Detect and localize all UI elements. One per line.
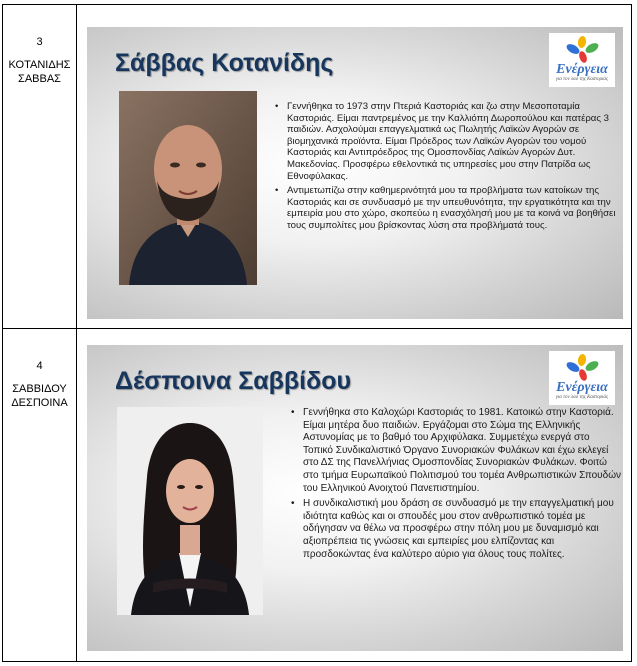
candidate-number: 4 (36, 360, 43, 372)
candidate-number: 3 (36, 36, 43, 48)
bio-paragraph: • Αντιμετωπίζω στην καθημερινότητά μου τα προβλήματα των κατοίκων της Καστοριάς και σε συνδυασμό με την υπευθυνότητα, την εργατικότητα και την εμπειρία μου στο χώρο, σκοπεύω η ενασχόλησή μου με τα κοινά να βοηθήσει τους συμπολίτες μου βρίσκοντας λύση στα προβλήματά τους. (273, 185, 617, 231)
candidate-bio (289, 407, 621, 564)
party-logo-mark-icon (563, 353, 601, 383)
candidate-number-cell (3, 5, 77, 328)
party-logo-text: Ενέργεια (556, 62, 608, 77)
party-logo-subtext: για τον λαό της Καστοριάς (555, 77, 609, 82)
table-row (3, 5, 631, 329)
bio-paragraph: • Γεννήθηκα στο Καλοχώρι Καστοριάς το 1981. Κατοικώ στην Καστοριά. Είμαι μητέρα δυο παιδιών. Εργάζομαι στο Σώμα της Ελληνικής Αστυνομίας με το βαθμό του Αρχιφύλακα. Συμμετέχω ενεργά στο Τοπικό Συνδικαλιστικό Όργανο Συνοριακών Φυλάκων και έχω εκλεγεί στο ΔΣ της Πανελλήνιας Ομοσπονδίας Συνοριακών Φυλάκων. Φοιτώ στο τμήμα Ευρωπαϊκού Πολιτισμού του τομέα Ανθρωπιστικών Σπουδών του Ελληνικού Ανοιχτού Πανεπιστημίου. (289, 407, 621, 495)
candidate-photo (117, 407, 263, 615)
candidate-surname: ΣΑΒΒΙΔΟΥ (12, 383, 67, 395)
party-logo-subtext: για τον λαό της Καστοριάς (555, 395, 609, 400)
party-logo-mark-icon (563, 35, 601, 65)
bio-paragraph: • Η συνδικαλιστική μου δράση σε συνδυασμό με την επαγγελματική μου ιδιότητα καθώς και οι σπουδές μου στον ανθρωπιστικό τομέα με οδήγησαν να θέλω να προσφέρω στην πόλη μου με δυναμισμό και αξιοπρέπεια τις γνώσεις και εμπειρίες μου ελπίζοντας και προσδοκώντας ένα καλύτερο αύριο για όλους τους πολίτες. (289, 498, 621, 561)
candidate-slide (87, 345, 623, 651)
candidate-bio (273, 101, 617, 235)
candidate-photo (119, 91, 257, 285)
party-logo (549, 351, 615, 405)
candidates-table (2, 4, 632, 662)
candidate-firstname: ΣΑΒΒΑΣ (18, 73, 61, 85)
bio-paragraph: • Γεννήθηκα το 1973 στην Πτεριά Καστοριάς και ζω στην Μεσοποταμία Καστοριάς. Είμαι παντρεμένος με την Καλλιόπη Δωροπούλου και πατέρας 3 παιδιών. Ασχολούμαι επαγγελματικά ως Πωλητής Λαϊκών Αγορών σε βιομηχανικά προϊόντα. Είμαι Πρόεδρος των Λαϊκών Αγορών του νομού Καστοριάς και Αντιπρόεδρος της Ομοσπονδίας Λαϊκών Αγορών Δυτ. Μακεδονίας. Προσφέρω εθελοντικά τις υπηρεσίες μου στην Πατρίδα ως Εθνοφύλακας. (273, 101, 617, 182)
party-logo-text: Ενέργεια (556, 380, 608, 395)
candidate-surname: ΚΟΤΑΝΙΔΗΣ (8, 59, 71, 71)
candidate-slide (87, 27, 623, 319)
candidate-slide-title: Δέσποινα Σαββίδου (115, 367, 352, 395)
candidate-slide-title: Σάββας Κοτανίδης (115, 49, 334, 77)
candidate-firstname: ΔΕΣΠΟΙΝΑ (11, 397, 68, 409)
party-logo (549, 33, 615, 87)
candidate-number-cell (3, 329, 77, 661)
table-row (3, 329, 631, 661)
